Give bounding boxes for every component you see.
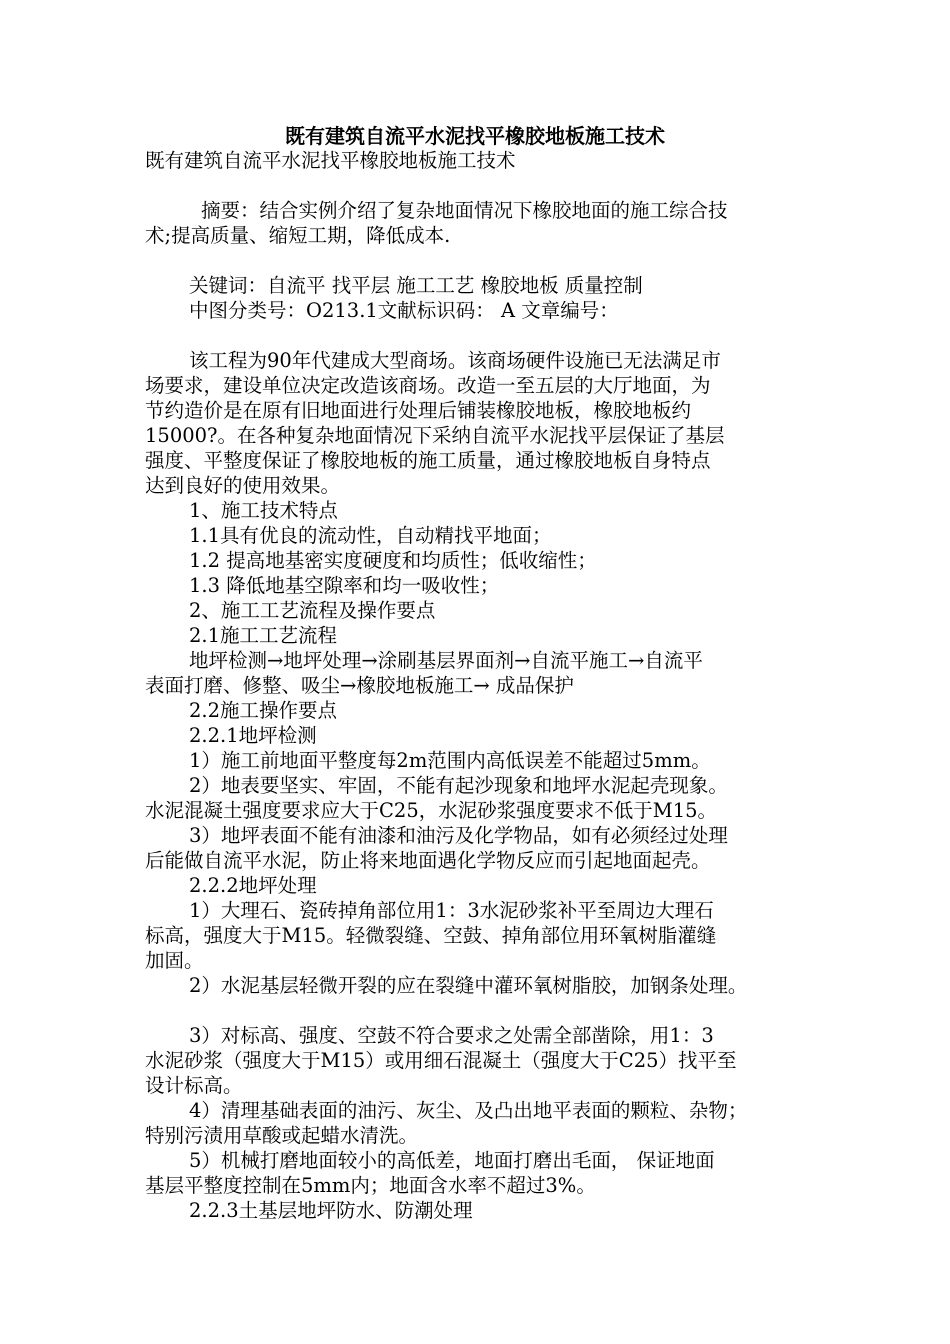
process-flow-line: 地坪检测→地坪处理→涂刷基层界面剂→自流平施工→自流平 <box>189 649 703 672</box>
abstract-line: 摘要：结合实例介绍了复杂地面情况下橡胶地面的施工综合技 <box>201 199 728 222</box>
intro-line: 该工程为90年代建成大型商场。该商场硬件设施已无法满足市 <box>189 349 721 372</box>
section-1-item: 1.3 降低地基空隙率和均一吸收性； <box>189 574 500 597</box>
paragraph-line: 5）机械打磨地面较小的高低差，地面打磨出毛面， 保证地面 <box>189 1149 715 1172</box>
keywords: 关键词：自流平 找平层 施工工艺 橡胶地板 质量控制 <box>189 274 643 297</box>
section-2-2-heading: 2.2施工操作要点 <box>189 699 338 722</box>
intro-line: 节约造价是在原有旧地面进行处理后铺装橡胶地板，橡胶地板约 <box>145 399 692 422</box>
spacer <box>145 998 835 1023</box>
paragraph-line: 3）对标高、强度、空鼓不符合要求之处需全部凿除，用1：3 <box>189 1024 714 1047</box>
paragraph-line: 后能做自流平水泥，防止将来地面遇化学物反应而引起地面起壳。 <box>145 849 711 872</box>
paragraph-line: 2）地表要坚实、牢固，不能有起沙现象和地坪水泥起壳现象。 <box>189 774 728 797</box>
paragraph-line: 标高，强度大于M15。轻微裂缝、空鼓、掉角部位用环氧树脂灌缝 <box>145 924 717 947</box>
paragraph-line: 水泥砂浆（强度大于M15）或用细石混凝土（强度大于C25）找平至 <box>145 1049 737 1072</box>
section-2-2-1-heading: 2.2.1地坪检测 <box>189 724 317 747</box>
intro-line: 场要求，建设单位决定改造该商场。改造一至五层的大厅地面，为 <box>145 374 711 397</box>
section-1-heading: 1、施工技术特点 <box>189 499 338 522</box>
paragraph-line: 设计标高。 <box>145 1074 243 1097</box>
document-title: 既有建筑自流平水泥找平橡胶地板施工技术 <box>285 124 665 148</box>
paragraph-line: 4）清理基础表面的油污、灰尘、及凸出地平表面的颗粒、杂物； <box>189 1099 748 1122</box>
section-2-2-2-heading: 2.2.2地坪处理 <box>189 874 317 897</box>
paragraph-line: 1）大理石、瓷砖掉角部位用1：3水泥砂浆补平至周边大理石 <box>189 899 714 922</box>
section-2-2-3-heading: 2.2.3土基层地坪防水、防潮处理 <box>189 1199 473 1222</box>
paragraph-line: 基层平整度控制在5mm内；地面含水率不超过3%。 <box>145 1174 596 1197</box>
abstract-line: 术;提高质量、缩短工期，降低成本. <box>145 224 451 247</box>
intro-line: 15000?。在各种复杂地面情况下采纳自流平水泥找平层保证了基层 <box>145 424 725 447</box>
paragraph-line: 特别污渍用草酸或起蜡水清洗。 <box>145 1124 419 1147</box>
process-flow-line: 表面打磨、修整、吸尘→橡胶地板施工→ 成品保护 <box>145 674 574 697</box>
document-body <box>145 148 835 1223</box>
subtitle: 既有建筑自流平水泥找平橡胶地板施工技术 <box>145 149 516 172</box>
spacer <box>145 248 835 273</box>
section-2-heading: 2、施工工艺流程及操作要点 <box>189 599 436 622</box>
spacer <box>145 173 835 198</box>
intro-line: 达到良好的使用效果。 <box>145 474 341 497</box>
classification: 中图分类号：O213.1文献标识码： A 文章编号： <box>189 299 619 322</box>
section-1-item: 1.2 提高地基密实度硬度和均质性；低收缩性； <box>189 549 597 572</box>
paragraph-line: 水泥混凝土强度要求应大于C25，水泥砂浆强度要求不低于M15。 <box>145 799 718 822</box>
paragraph-line: 1）施工前地面平整度每2m范围内高低误差不能超过5mm。 <box>189 749 711 772</box>
intro-line: 强度、平整度保证了橡胶地板的施工质量，通过橡胶地板自身特点 <box>145 449 711 472</box>
section-2-1-heading: 2.1施工工艺流程 <box>189 624 338 647</box>
paragraph-line: 加固。 <box>145 949 204 972</box>
paragraph-line: 2）水泥基层轻微开裂的应在裂缝中灌环氧树脂胶，加钢条处理。 <box>189 974 748 997</box>
spacer <box>145 323 835 348</box>
section-1-item: 1.1具有优良的流动性，自动精找平地面； <box>189 524 552 547</box>
paragraph-line: 3）地坪表面不能有油漆和油污及化学物品，如有必须经过处理 <box>189 824 728 847</box>
